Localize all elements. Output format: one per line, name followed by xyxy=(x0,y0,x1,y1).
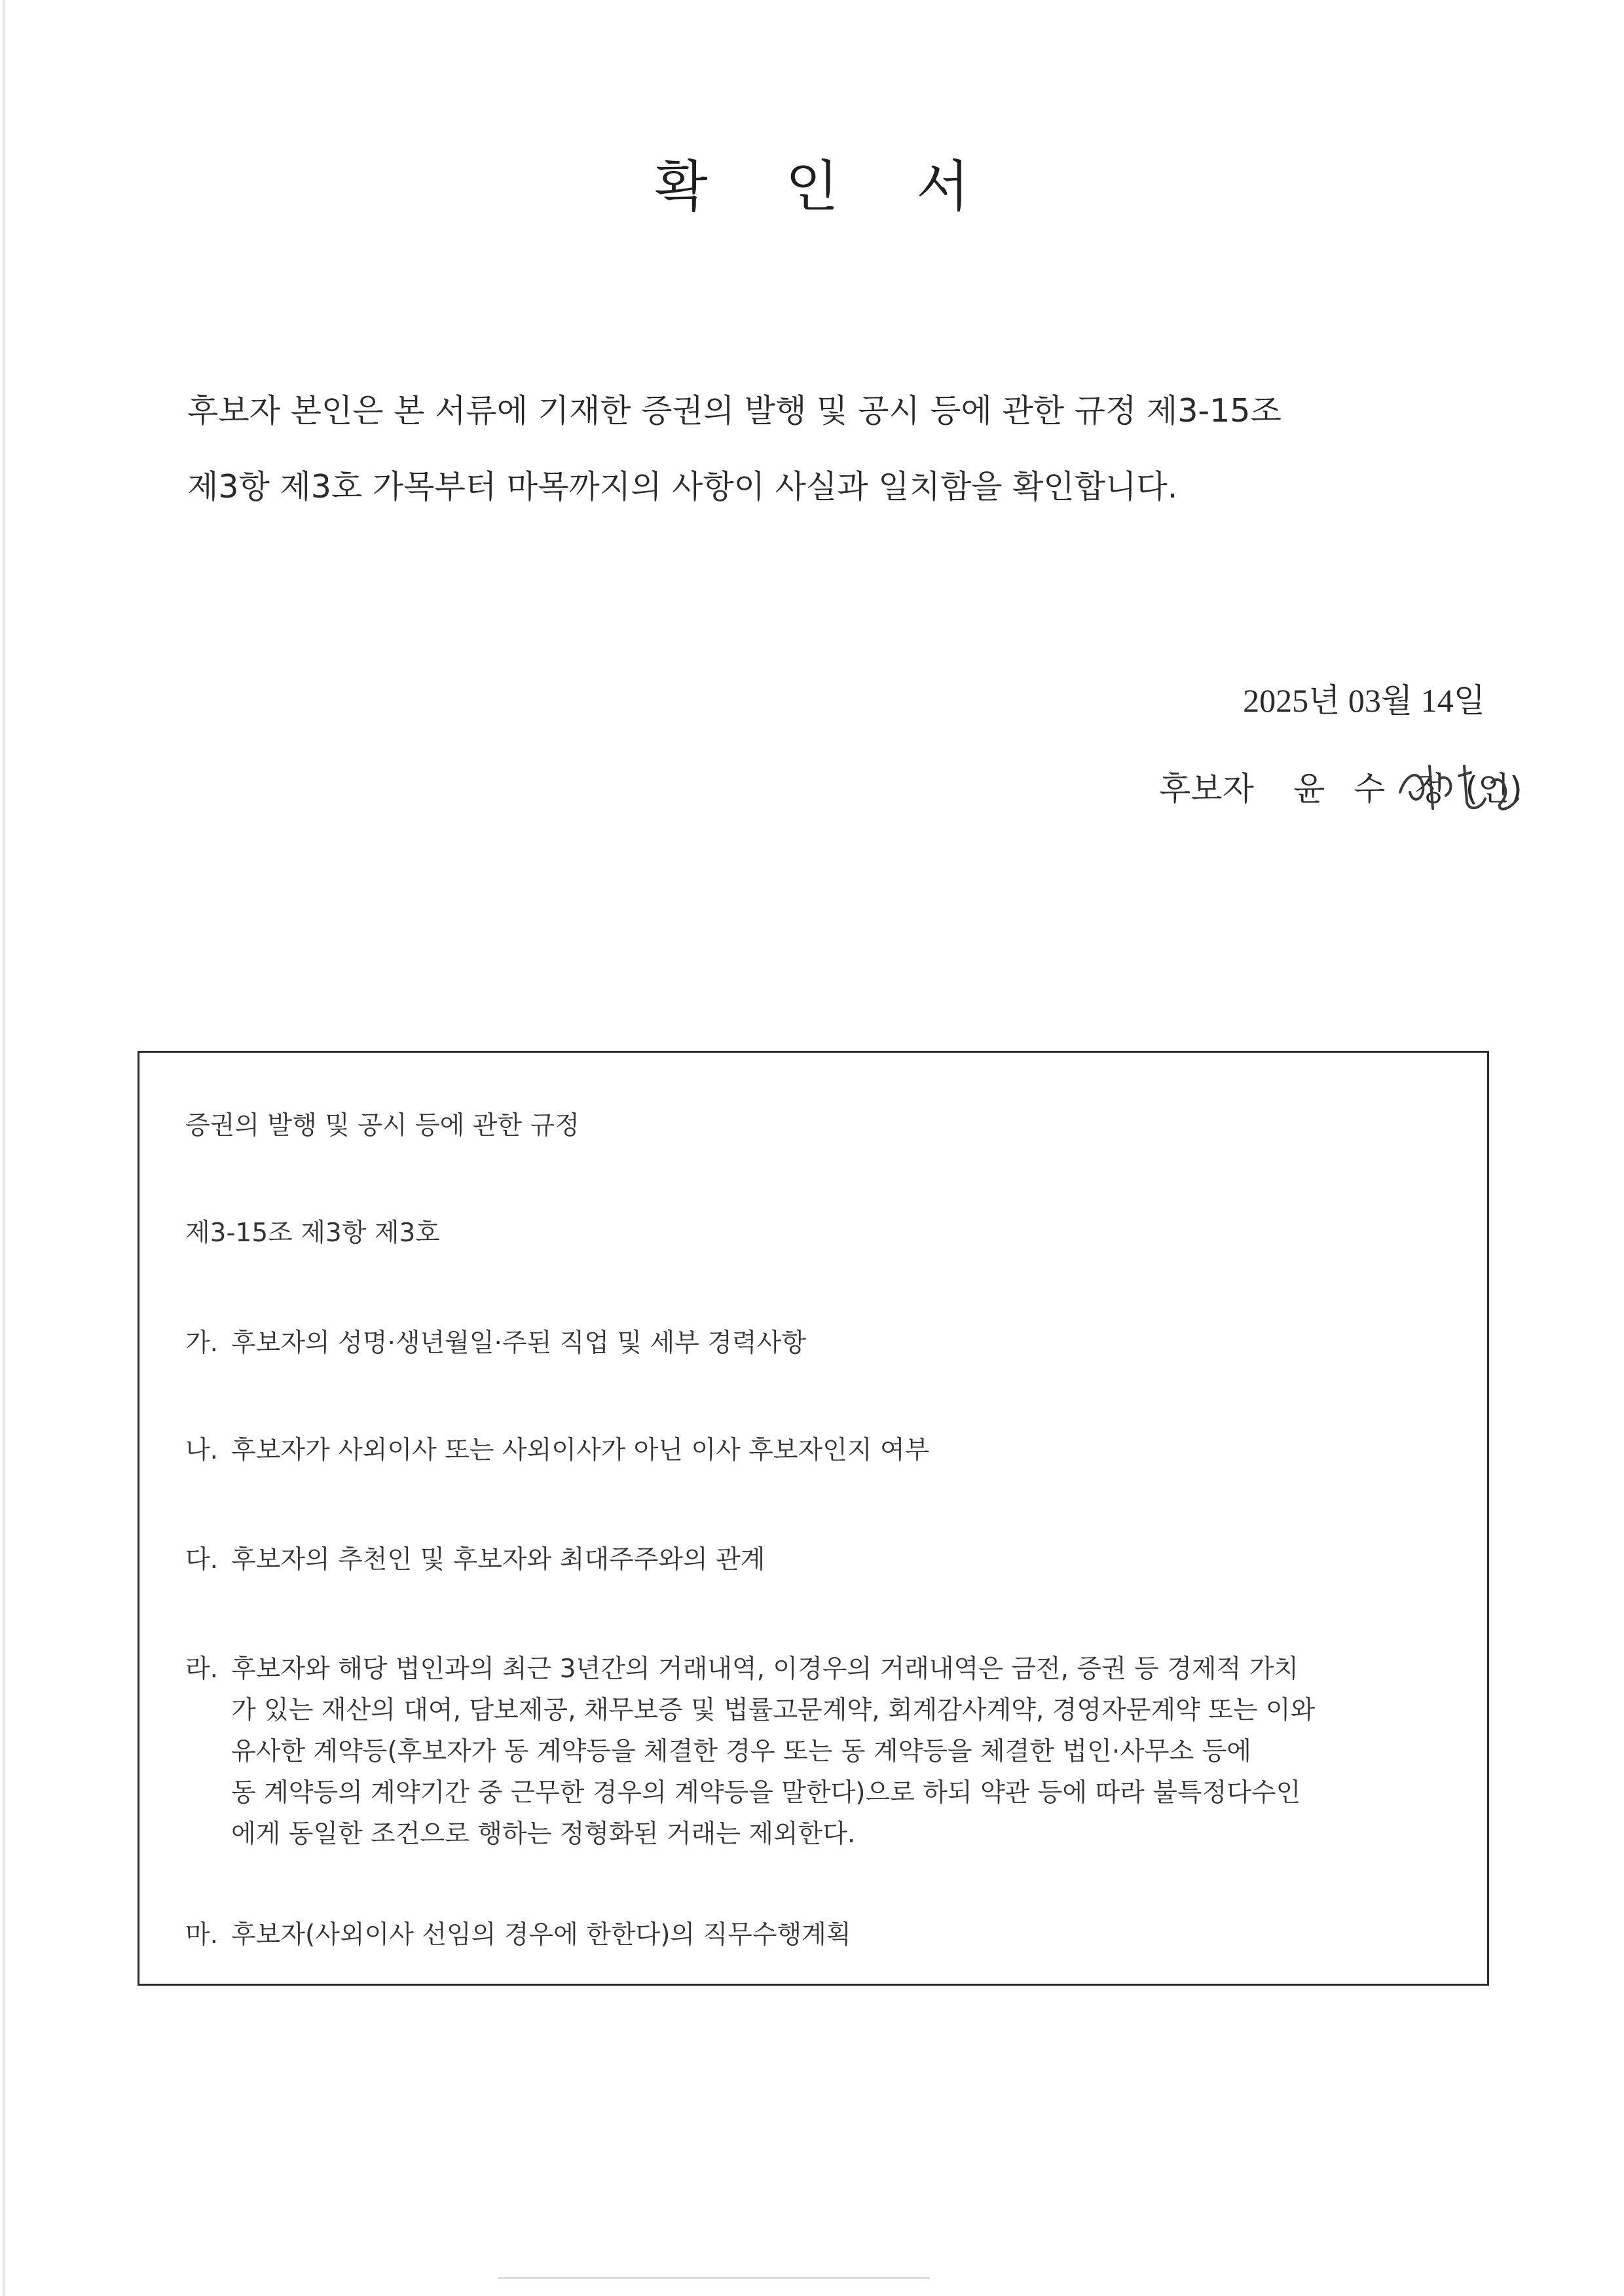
statement-line: 후보자 본인은 본 서류에 기재한 증권의 발행 및 공시 등에 관한 규정 제3-15조 xyxy=(187,392,1282,429)
regulation-item-na xyxy=(185,1430,929,1467)
item-marker: 다. xyxy=(185,1545,219,1575)
regulation-reference-box xyxy=(138,1051,1489,1986)
regulation-item-da xyxy=(185,1539,765,1576)
regulation-heading: 증권의 발행 및 공시 등에 관한 규정 xyxy=(185,1111,580,1140)
item-text: 후보자의 성명·생년월일·주된 직업 및 세부 경력사항 xyxy=(231,1328,806,1358)
item-marker: 가. xyxy=(185,1328,219,1358)
scan-edge-line xyxy=(3,0,5,2296)
item-marker: 마. xyxy=(185,1920,219,1950)
item-marker: 라. xyxy=(185,1654,219,1684)
regulation-item-ra xyxy=(185,1649,1299,1685)
signer-label: 후보자 xyxy=(1159,770,1254,808)
confirmation-statement xyxy=(187,373,1431,525)
item-text-continuation: 동 계약등의 계약기간 중 근무한 경우의 계약등을 말한다)으로 하되 약관 등에 따라 불특정다수인 xyxy=(231,1778,1301,1808)
item-text: 후보자가 사외이사 또는 사외이사가 아닌 이사 후보자인지 여부 xyxy=(231,1436,930,1465)
scan-bottom-mark xyxy=(498,2277,930,2279)
document-title: 확 인 서 xyxy=(654,155,1000,219)
item-text: 후보자와 해당 법인과의 최근 3년간의 거래내역, 이경우의 거래내역은 금전, 증권 등 경제적 가치 xyxy=(231,1654,1299,1684)
item-text: 후보자의 추천인 및 후보자와 최대주주와의 관계 xyxy=(231,1545,766,1575)
item-text-continuation: 유사한 계약등(후보자가 동 계약등을 체결한 경우 또는 동 계약등을 체결한 법인·사무소 등에 xyxy=(231,1737,1251,1766)
regulation-article: 제3-15조 제3항 제3호 xyxy=(185,1218,440,1248)
handwritten-signature xyxy=(1393,753,1538,825)
regulation-item-ga xyxy=(185,1322,806,1359)
item-text-continuation: 에게 동일한 조건으로 행하는 정형화된 거래는 제외한다. xyxy=(231,1819,856,1849)
regulation-item-ma xyxy=(185,1914,851,1951)
item-text-continuation: 가 있는 재산의 대여, 담보제공, 채무보증 및 법률고문계약, 회계감사계약, 경영자문계약 또는 이와 xyxy=(231,1696,1316,1725)
item-marker: 나. xyxy=(185,1436,219,1465)
item-text: 후보자(사외이사 선임의 경우에 한한다)의 직무수행계획 xyxy=(231,1920,851,1950)
seal-mark: (인) xyxy=(1465,770,1522,808)
statement-line: 제3항 제3호 가목부터 마목까지의 사항이 사실과 일치함을 확인합니다. xyxy=(187,468,1178,505)
document-date: 2025년 03월 14일 xyxy=(1243,682,1485,719)
signer-name: 윤 수 정 xyxy=(1293,770,1455,808)
